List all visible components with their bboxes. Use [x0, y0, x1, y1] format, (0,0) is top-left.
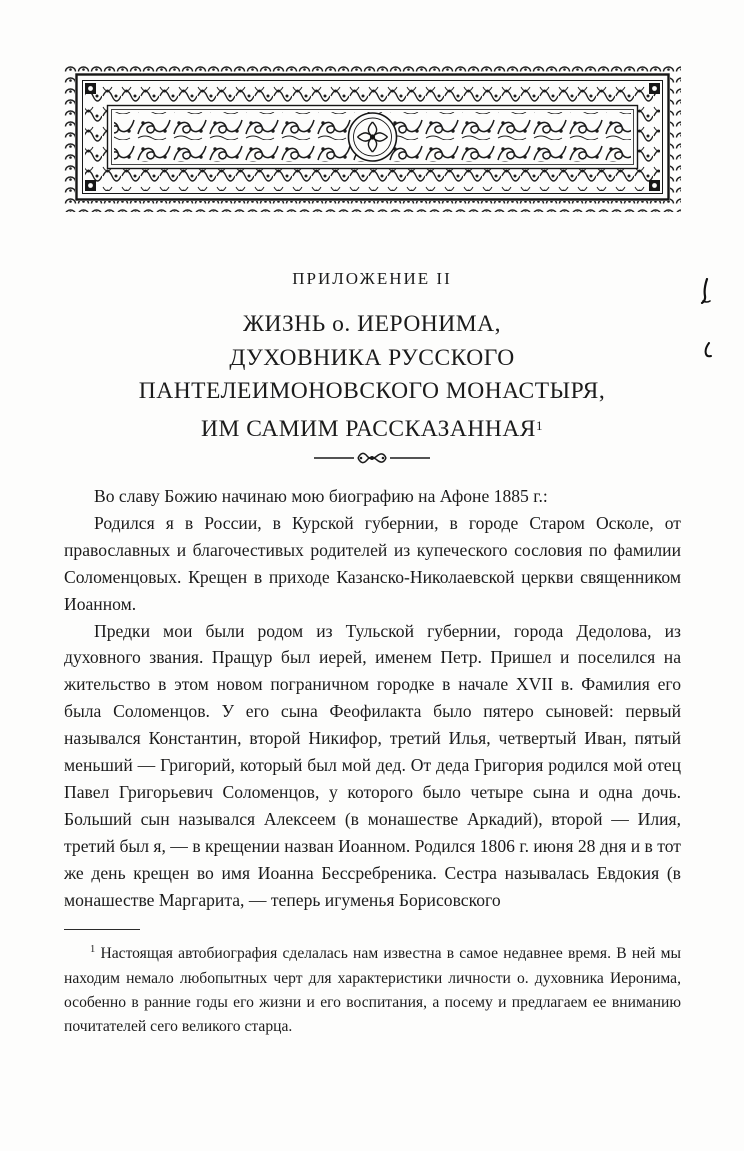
title-line: ЖИЗНЬ о. ИЕРОНИМА, [243, 311, 501, 337]
paragraph: Во славу Божию начинаю мою биографию на Афоне 1885 г.: [94, 486, 548, 506]
section-divider-ornament [0, 449, 744, 470]
footnote-text: $^1$ Настоящая автобиография сделалась нам известна в самое недавнее время. В ней мы находим немало любопытных черт для характеристики личности о. духовника Иеронима, особенно в ранние годы его жизни и его воспитания, а посему и предлагаем ее вниманию почитателей сего великого старца. [64, 944, 681, 1036]
title-line: ПАНТЕЛЕИМОНОВСКОГО МОНАСТЫРЯ, [138, 378, 606, 404]
paragraph: Предки мои были родом из Тульской губернии, города Дедолова, из духовного звания. Пращур был иерей, именем Петр. Пришел и поселился на жительство в этом новом пограничном городке в начале XVII в. Фамилия его была Соломенцов. У его сына Феофилакта было пятеро сыновей: первый назывался Константин, второй Никифор, третий Илья, четвертый Иван, пятый меньший — Григорий, который был мой дед. От деда Григория родился мой отец Павел Григорьевич Соломенцов, у которого было четыре сына и одна дочь. Больший сын назывался Алексеем (в монашестве Аркадий), второй — Илия, третий был я, — в крещении назван Иоанном. Родился 1806 г. июня 28 дня и в тот же день крещен во имя Иоанна Бессребреника. Сестра называлась Евдокия (в монашестве Маргарита, — теперь игуменья Борисовского [64, 620, 681, 910]
title-line: ДУХОВНИКА РУССКОГО [229, 344, 515, 371]
appendix-heading: ПРИЛОЖЕНИЕ II [292, 269, 452, 288]
footnote-separator [64, 929, 140, 930]
title-line: ИМ САМИМ РАССКАЗАННАЯ$^1$ [201, 415, 543, 442]
ink-mark-bottom [702, 342, 714, 363]
ink-mark-top [699, 278, 713, 309]
footnote-ref: 1 [535, 417, 543, 433]
ornament-banner-art [64, 62, 681, 212]
ornament-banner [64, 62, 681, 212]
body-text [64, 483, 681, 914]
chapter-title [0, 308, 744, 446]
footnote-marker: 1 [90, 944, 96, 955]
paragraph: Родился я в России, в Курской губернии, в городе Старом Осколе, от православных и благочестивых родителей из купеческого сословия по фамилии Соломенцовых. Крещен в приходе Казанско-Николаевской церкви священником Иоанном. [64, 512, 681, 614]
footnote [64, 929, 681, 1040]
